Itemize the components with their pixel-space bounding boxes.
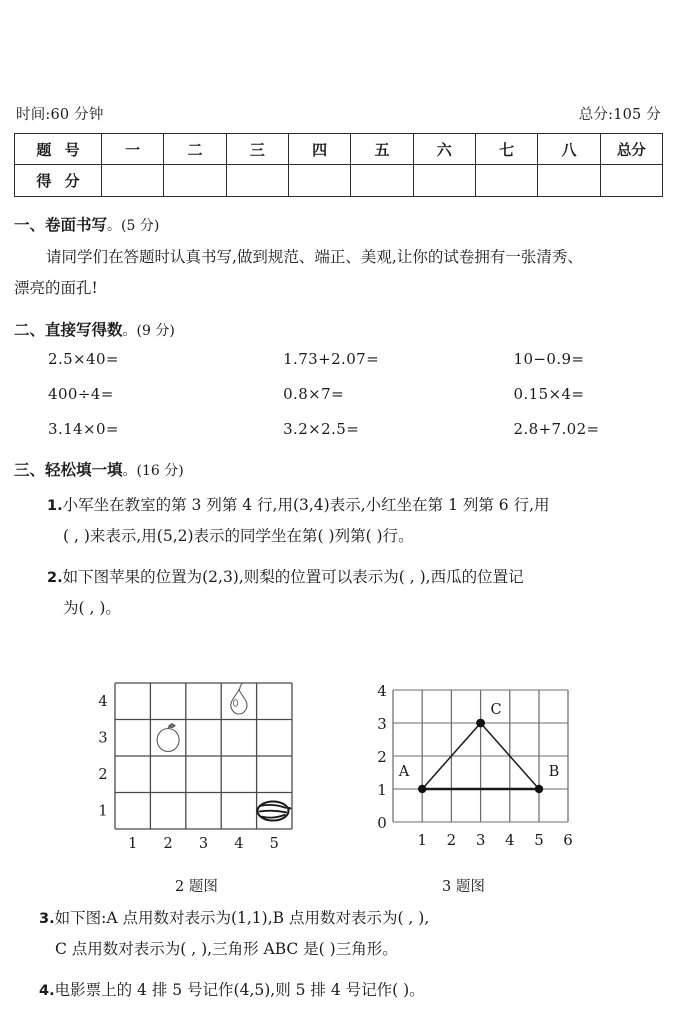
section-3-title: 三、轻松填一填 xyxy=(14,461,123,479)
section-1-title: 一、卷面书写 xyxy=(14,216,108,234)
arith-item-1-3[interactable]: 10−0.9= xyxy=(513,350,585,368)
score-cell-5[interactable] xyxy=(351,165,413,197)
arith-item-3-2[interactable]: 3.2×2.5= xyxy=(283,420,360,438)
plot-x-label-1: 1 xyxy=(417,831,427,849)
plot-y-label-1: 1 xyxy=(377,781,387,799)
arithmetic-row-1 xyxy=(14,350,664,385)
score-cell-3[interactable] xyxy=(226,165,288,197)
score-cell-7[interactable] xyxy=(475,165,537,197)
score-col-6: 六 xyxy=(413,134,475,165)
fruit-grid-y-label-3: 3 xyxy=(98,730,108,747)
arith-item-3-3[interactable]: 2.8+7.02= xyxy=(513,420,600,438)
fruit-grid-caption: 2 题图 xyxy=(175,879,218,895)
section-2-points: 。(9 分) xyxy=(122,323,175,339)
question-3-line-2[interactable]: C 点用数对表示为( , ),三角形 ABC 是( )三角形。 xyxy=(55,940,398,958)
fruit-grid-x-label-4: 4 xyxy=(234,836,244,852)
section-heading-2 xyxy=(14,318,175,340)
section-heading-1 xyxy=(14,213,159,235)
question-2-line-2[interactable]: 为( , )。 xyxy=(63,599,121,617)
question-2-line-1 xyxy=(47,562,524,594)
score-col-3: 三 xyxy=(226,134,288,165)
fruit-grid-x-label-2: 2 xyxy=(163,836,173,852)
score-col-7: 七 xyxy=(475,134,537,165)
fruit-grid-y-label-2: 2 xyxy=(98,767,108,783)
score-col-5: 五 xyxy=(351,134,413,165)
section-2-title: 二、直接写得数 xyxy=(14,321,123,339)
arithmetic-row-3 xyxy=(14,420,664,455)
point-b-marker xyxy=(535,785,543,793)
fruit-grid-y-label-4: 4 xyxy=(98,694,108,710)
triangle-coordinate-plot xyxy=(372,680,587,850)
watermelon-icon xyxy=(258,802,292,821)
time-limit-label: 时间:60 分钟 xyxy=(16,107,104,123)
section-1-body-line-1: 请同学们在答题时认真书写,做到规范、端正、美观,让你的试卷拥有一张清秀、 xyxy=(46,248,583,266)
fruit-position-grid xyxy=(92,672,307,852)
section-1-body-line-2: 漂亮的面孔! xyxy=(14,279,98,297)
question-4-number: 4. xyxy=(39,983,55,999)
point-c-label: C xyxy=(490,702,502,718)
plot-y-label-0: 0 xyxy=(377,814,387,832)
fruit-grid-x-label-5: 5 xyxy=(269,836,279,852)
plot-x-label-2: 2 xyxy=(446,831,457,849)
score-cell-total[interactable] xyxy=(600,165,662,197)
question-3-line-1 xyxy=(39,903,429,935)
score-cell-2[interactable] xyxy=(164,165,226,197)
section-3-points: 。(16 分) xyxy=(122,463,184,479)
row-label-question-number: 题 号 xyxy=(15,134,102,165)
score-cell-6[interactable] xyxy=(413,165,475,197)
point-b-label: B xyxy=(548,764,560,780)
arith-item-1-1[interactable]: 2.5×40= xyxy=(48,350,119,368)
triangle-plot-caption: 3 题图 xyxy=(442,879,485,895)
point-a-marker xyxy=(418,785,426,793)
arithmetic-row-2 xyxy=(14,385,664,420)
question-1-number: 1. xyxy=(47,498,63,514)
table-row-scores xyxy=(15,165,663,197)
score-cell-4[interactable] xyxy=(288,165,350,197)
score-col-2: 二 xyxy=(164,134,226,165)
question-3-text-1: 如下图:A 点用数对表示为(1,1),B 点用数对表示为( , ), xyxy=(54,909,430,927)
section-1-points: 。(5 分) xyxy=(107,218,160,234)
point-a-label: A xyxy=(398,764,410,780)
score-col-1: 一 xyxy=(102,134,164,165)
question-3-number: 3. xyxy=(39,911,55,927)
question-1-text-1: 小军坐在教室的第 3 列第 4 行,用(3,4)表示,小红坐在第 1 列第 6 行,用 xyxy=(62,496,550,514)
score-col-8: 八 xyxy=(538,134,600,165)
question-1-line-2[interactable]: ( , )来表示,用(5,2)表示的同学坐在第( )列第( )行。 xyxy=(63,527,414,545)
question-1-line-1 xyxy=(47,490,550,522)
arith-item-1-2[interactable]: 1.73+2.07= xyxy=(283,350,380,368)
plot-y-label-3: 3 xyxy=(377,715,387,733)
pear-icon xyxy=(231,684,247,715)
row-label-score: 得 分 xyxy=(15,165,102,197)
question-4-line-1 xyxy=(39,975,425,1007)
fruit-grid-x-label-1: 1 xyxy=(128,836,138,852)
fruit-grid-y-label-1: 1 xyxy=(98,803,108,820)
exam-header xyxy=(16,103,661,123)
table-row-question-numbers xyxy=(15,134,663,165)
question-2-number: 2. xyxy=(47,570,63,586)
plot-y-label-4: 4 xyxy=(377,682,387,700)
plot-x-label-4: 4 xyxy=(505,831,515,849)
plot-x-label-6: 6 xyxy=(563,831,573,849)
arith-item-2-3[interactable]: 0.15×4= xyxy=(513,385,585,403)
arith-item-2-2[interactable]: 0.8×7= xyxy=(283,385,345,403)
arith-item-2-1[interactable]: 400÷4= xyxy=(48,385,114,403)
fruit-grid-x-label-3: 3 xyxy=(198,836,209,852)
plot-y-label-2: 2 xyxy=(377,748,387,766)
plot-x-label-5: 5 xyxy=(534,831,544,849)
section-heading-3 xyxy=(14,458,184,480)
question-4-text-1[interactable]: 电影票上的 4 排 5 号记作(4,5),则 5 排 4 号记作( )。 xyxy=(54,981,425,999)
score-col-4: 四 xyxy=(288,134,350,165)
total-score-label: 总分:105 分 xyxy=(578,107,661,123)
arithmetic-grid xyxy=(14,350,664,455)
score-cell-1[interactable] xyxy=(102,165,164,197)
plot-x-label-3: 3 xyxy=(475,831,486,849)
apple-icon xyxy=(157,724,179,752)
point-c-marker xyxy=(476,719,485,728)
score-col-total: 总分 xyxy=(600,134,662,165)
score-table xyxy=(14,133,663,197)
question-2-text-1: 如下图苹果的位置为(2,3),则梨的位置可以表示为( , ),西瓜的位置记 xyxy=(62,568,524,586)
arith-item-3-1[interactable]: 3.14×0= xyxy=(48,420,119,438)
score-cell-8[interactable] xyxy=(538,165,600,197)
